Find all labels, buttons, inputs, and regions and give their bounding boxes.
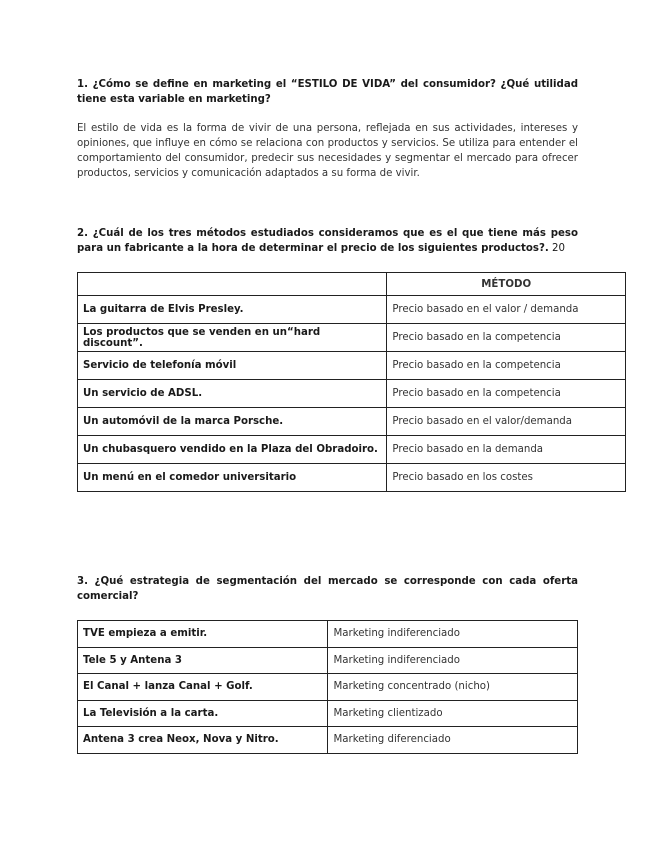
- product-cell: Un chubasquero vendido en la Plaza del Obradoiro.: [78, 436, 387, 464]
- product-cell: Un servicio de ADSL.: [78, 380, 387, 408]
- product-cell: La guitarra de Elvis Presley.: [78, 296, 387, 324]
- table-row: [78, 324, 626, 352]
- product-cell: Servicio de telefonía móvil: [78, 352, 387, 380]
- strategy-cell: Marketing diferenciado: [328, 727, 578, 754]
- header-product-cell: [78, 273, 387, 296]
- product-cell: Un menú en el comedor universitario: [78, 464, 387, 492]
- offer-cell: La Televisión a la carta.: [78, 700, 328, 727]
- method-cell: Precio basado en el valor / demanda: [387, 296, 626, 324]
- table-row: [78, 621, 578, 648]
- table-row: [78, 464, 626, 492]
- method-cell: Precio basado en la competencia: [387, 352, 626, 380]
- question-3: 3. ¿Qué estrategia de segmentación del mercado se corresponde con cada oferta comercial?: [77, 576, 578, 602]
- offer-cell: Tele 5 y Antena 3: [78, 647, 328, 674]
- method-cell: Precio basado en los costes: [387, 464, 626, 492]
- table-row: [78, 700, 578, 727]
- question-2-text: 2. ¿Cuál de los tres métodos estudiados consideramos que es el que tiene más peso para un fabricante a la hora de determinar el precio de los siguientes productos?.: [77, 228, 578, 254]
- strategy-cell: Marketing indiferenciado: [328, 621, 578, 648]
- pricing-method-table: [77, 272, 626, 492]
- strategy-cell: Marketing concentrado (nicho): [328, 674, 578, 701]
- table-header-row: [78, 273, 626, 296]
- question-2: [77, 226, 578, 256]
- method-cell: Precio basado en la competencia: [387, 380, 626, 408]
- offer-cell: El Canal + lanza Canal + Golf.: [78, 674, 328, 701]
- table-row: [78, 380, 626, 408]
- table-row: [78, 727, 578, 754]
- strategy-cell: Marketing clientizado: [328, 700, 578, 727]
- table-row: [78, 408, 626, 436]
- question-2-tail: 20: [548, 243, 565, 254]
- method-cell: Precio basado en el valor/demanda: [387, 408, 626, 436]
- offer-cell: TVE empieza a emitir.: [78, 621, 328, 648]
- answer-1: El estilo de vida es la forma de vivir de una persona, reflejada en sus actividades, intereses y opiniones, que influye en cómo se relaciona con productos y servicios. Se utiliza para entender el comportamiento del consumidor, predecir sus necesidades y segmentar el mercado para ofrecer productos, servicios y comunicación adaptados a su forma de vivir.: [77, 123, 578, 179]
- table-row: [78, 647, 578, 674]
- table-row: [78, 296, 626, 324]
- header-method-cell: MÉTODO: [387, 273, 626, 296]
- segmentation-table: [77, 620, 578, 754]
- table-row: [78, 674, 578, 701]
- method-cell: Precio basado en la competencia: [387, 324, 626, 352]
- table-row: [78, 436, 626, 464]
- product-cell: Los productos que se venden en un“hard discount”.: [78, 324, 387, 352]
- offer-cell: Antena 3 crea Neox, Nova y Nitro.: [78, 727, 328, 754]
- question-1: 1. ¿Cómo se define en marketing el “ESTILO DE VIDA” del consumidor? ¿Qué utilidad tiene esta variable en marketing?: [77, 79, 578, 105]
- strategy-cell: Marketing indiferenciado: [328, 647, 578, 674]
- table-row: [78, 352, 626, 380]
- method-cell: Precio basado en la demanda: [387, 436, 626, 464]
- product-cell: Un automóvil de la marca Porsche.: [78, 408, 387, 436]
